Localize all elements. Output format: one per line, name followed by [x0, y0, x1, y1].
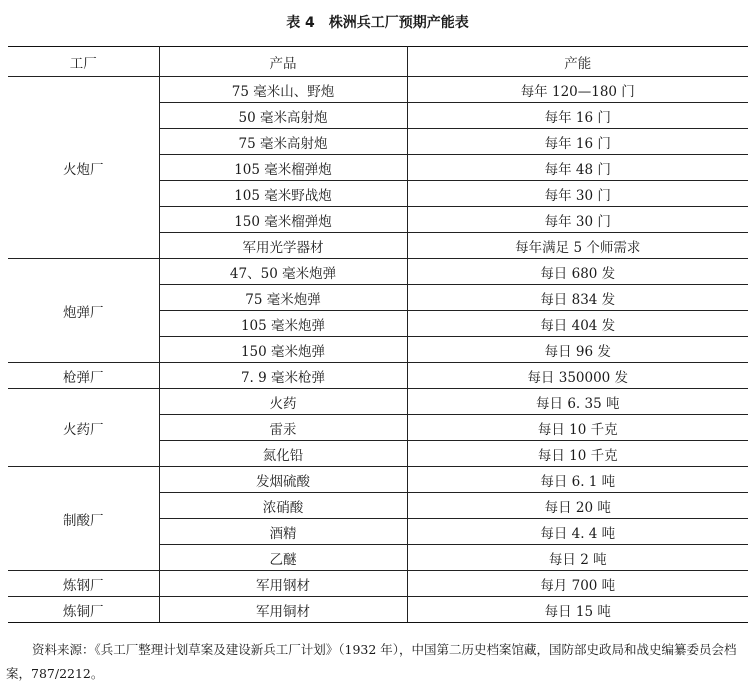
product-cell: 军用铜材: [159, 597, 407, 623]
product-cell: 105 毫米炮弹: [159, 311, 407, 337]
product-cell: 酒精: [159, 519, 407, 545]
table-row: [8, 597, 748, 623]
product-cell: 105 毫米榴弹炮: [159, 155, 407, 181]
factory-cell: 炼铜厂: [8, 597, 159, 623]
capacity-table: [8, 46, 748, 623]
product-cell: 军用钢材: [159, 571, 407, 597]
product-cell: 7. 9 毫米枪弹: [159, 363, 407, 389]
product-cell: 50 毫米高射炮: [159, 103, 407, 129]
product-cell: 军用光学器材: [159, 233, 407, 259]
capacity-cell: 每年 16 门: [407, 129, 748, 155]
product-cell: 发烟硫酸: [159, 467, 407, 493]
source-note: 资料来源：《兵工厂整理计划草案及建设新兵工厂计划》（1932 年），中国第二历史档案馆藏，国防部史政局和战史编纂委员会档案，787/2212。: [6, 642, 737, 681]
product-cell: 氮化铅: [159, 441, 407, 467]
factory-cell: 炼钢厂: [8, 571, 159, 597]
capacity-cell: 每日 404 发: [407, 311, 748, 337]
product-cell: 75 毫米山、野炮: [159, 77, 407, 103]
capacity-cell: 每年满足 5 个师需求: [407, 233, 748, 259]
capacity-cell: 每年 48 门: [407, 155, 748, 181]
table-row: [8, 259, 748, 285]
capacity-cell: 每年 30 门: [407, 181, 748, 207]
table-row: [8, 467, 748, 493]
product-cell: 乙醚: [159, 545, 407, 571]
capacity-cell: 每日 20 吨: [407, 493, 748, 519]
capacity-cell: 每日 834 发: [407, 285, 748, 311]
capacity-cell: 每年 30 门: [407, 207, 748, 233]
product-cell: 47、50 毫米炮弹: [159, 259, 407, 285]
table-row: [8, 77, 748, 103]
table-row: [8, 363, 748, 389]
header-capacity: 产能: [407, 47, 748, 77]
header-row: [8, 47, 748, 77]
header-factory: 工厂: [8, 47, 159, 77]
product-cell: 火药: [159, 389, 407, 415]
capacity-cell: 每日 15 吨: [407, 597, 748, 623]
capacity-cell: 每日 4. 4 吨: [407, 519, 748, 545]
factory-cell: 炮弹厂: [8, 259, 159, 363]
product-cell: 浓硝酸: [159, 493, 407, 519]
capacity-cell: 每年 16 门: [407, 103, 748, 129]
capacity-cell: 每日 680 发: [407, 259, 748, 285]
capacity-cell: 每日 10 千克: [407, 441, 748, 467]
table-row: [8, 571, 748, 597]
table-title: [0, 12, 755, 32]
factory-cell: 火药厂: [8, 389, 159, 467]
product-cell: 75 毫米高射炮: [159, 129, 407, 155]
factory-cell: 制酸厂: [8, 467, 159, 571]
table-row: [8, 389, 748, 415]
capacity-cell: 每日 6. 35 吨: [407, 389, 748, 415]
product-cell: 150 毫米榴弹炮: [159, 207, 407, 233]
capacity-cell: 每日 96 发: [407, 337, 748, 363]
factory-cell: 火炮厂: [8, 77, 159, 259]
product-cell: 105 毫米野战炮: [159, 181, 407, 207]
capacity-cell: 每月 700 吨: [407, 571, 748, 597]
capacity-cell: 每日 2 吨: [407, 545, 748, 571]
table-title-text: 株洲兵工厂预期产能表: [328, 15, 469, 31]
capacity-cell: 每年 120—180 门: [407, 77, 748, 103]
product-cell: 雷汞: [159, 415, 407, 441]
table-number: 表 4: [286, 15, 315, 31]
capacity-cell: 每日 6. 1 吨: [407, 467, 748, 493]
capacity-cell: 每日 10 千克: [407, 415, 748, 441]
product-cell: 75 毫米炮弹: [159, 285, 407, 311]
factory-cell: 枪弹厂: [8, 363, 159, 389]
header-product: 产品: [159, 47, 407, 77]
product-cell: 150 毫米炮弹: [159, 337, 407, 363]
table-body: [8, 77, 748, 623]
capacity-cell: 每日 350000 发: [407, 363, 748, 389]
